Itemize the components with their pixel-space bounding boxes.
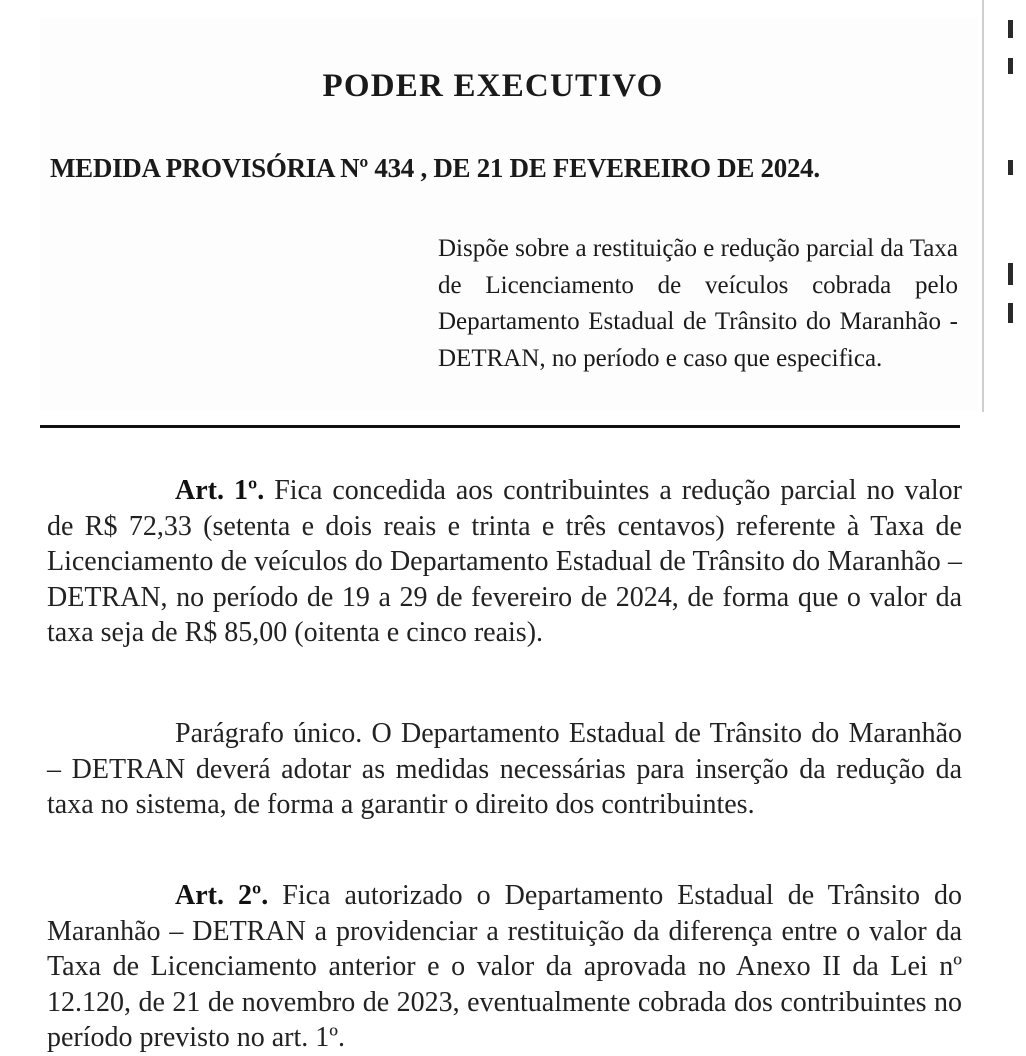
sole-paragraph [47, 716, 962, 823]
article-1-text: Fica concedida aos contribuintes a redução parcial no valor de R$ 72,33 (setenta e dois reais e trinta e três centavos) referente à Taxa de Licenciamento de veículos do Departamento Estadual de Trânsito do Maranhão – DETRAN, no período de 19 a 29 de fevereiro de 2024, de forma que o valor da taxa seja de R$ 85,00 (oitenta e cinco reais). [47, 475, 962, 648]
text-fragment-mark [1008, 160, 1013, 175]
adjacent-page-edge [982, 0, 1026, 412]
text-fragment-mark [1008, 58, 1013, 74]
provisional-measure-title: MEDIDA PROVISÓRIA Nº 434 , DE 21 DE FEVEREIRO DE 2024. [50, 153, 820, 184]
articles-clipping [30, 432, 1002, 1053]
article-2 [47, 878, 962, 1056]
text-fragment-mark [1008, 20, 1013, 38]
executive-heading: PODER EXECUTIVO [322, 68, 664, 105]
measure-summary: Dispõe sobre a restituição e redução parcial da Taxa de Licenciamento de veículos cobrada pelo Departamento Estadual de Trânsito do Maranhão - DETRAN, no período e caso que especifica. [438, 235, 958, 372]
article-1 [47, 473, 962, 651]
section-divider [40, 425, 960, 428]
article-2-text: Fica autorizado o Departamento Estadual de Trânsito do Maranhão – DETRAN a providenciar a restituição da diferença entre o valor da Taxa de Licenciamento anterior e o valor da aprovada no Anexo II da Lei nº 12.120, de 21 de novembro de 2023, eventualmente cobrada dos contribuintes no período previsto no art. 1º. [47, 880, 962, 1053]
text-fragment-mark [1008, 263, 1013, 285]
article-1-label: Art. 1º. [175, 475, 265, 506]
executive-header-clipping [40, 18, 978, 410]
text-fragment-mark [1008, 303, 1013, 323]
article-2-label: Art. 2º. [175, 880, 269, 911]
sole-paragraph-text: Parágrafo único. O Departamento Estadual de Trânsito do Maranhão – DETRAN deverá adotar as medidas necessárias para inserção da redução da taxa no sistema, de forma a garantir o direito dos contribuintes. [47, 718, 962, 820]
